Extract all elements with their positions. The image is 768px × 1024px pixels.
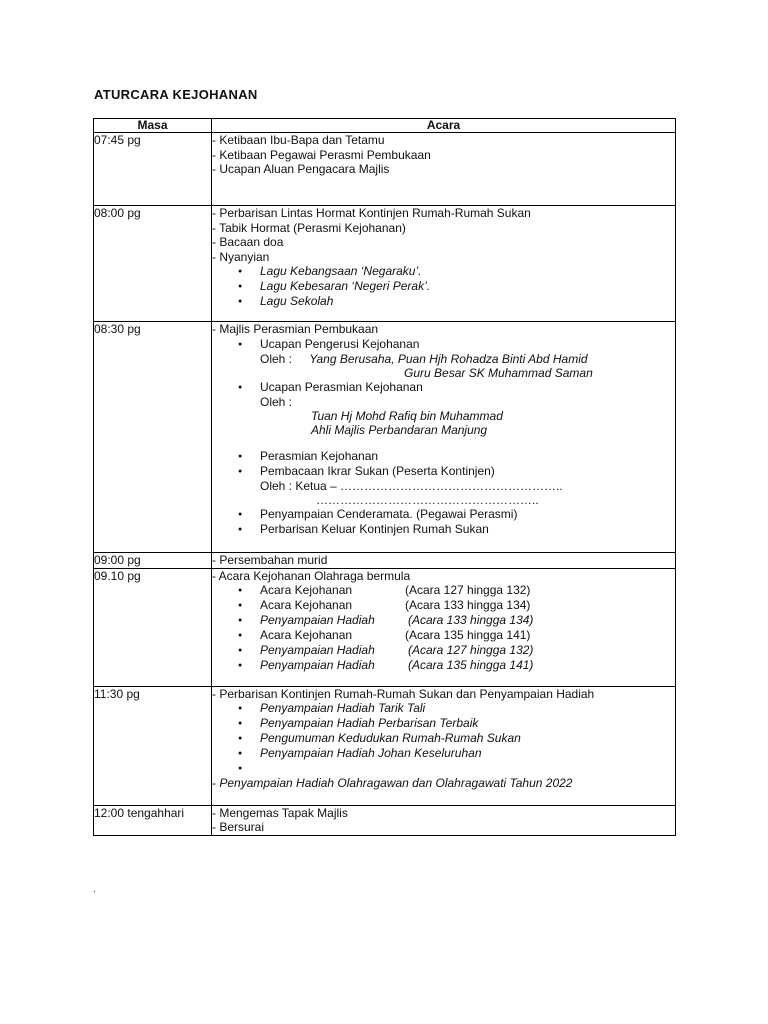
activity-line: - Bacaan doa [212, 235, 284, 249]
activity-cell [212, 322, 676, 553]
event-name: Acara Kejohanan [260, 628, 353, 642]
bullet-item: ● Penyampaian Hadiah Perbarisan Terbaik [212, 716, 675, 731]
event-range: (Acara 135 hingga 141) [408, 658, 534, 672]
table-row [94, 553, 676, 569]
event-range: (Acara 135 hingga 141) [405, 628, 531, 642]
footer-mark: . [93, 884, 96, 895]
table-row [94, 805, 676, 835]
bullet-item [212, 643, 675, 658]
oleh-label: Oleh : [260, 394, 293, 409]
oleh-label: Oleh : [260, 351, 293, 366]
speaker-role: Guru Besar SK Muhammad Saman [404, 365, 593, 380]
activity-text: Penyampaian Hadiah Olahragawan dan Olahragawati Tahun 2022 [219, 776, 573, 790]
bullet-item: ● Penyampaian Hadiah Johan Keseluruhan [212, 746, 675, 761]
table-row [94, 206, 676, 322]
activity-line: - Ketibaan Ibu-Bapa dan Tetamu [212, 133, 385, 147]
bullet-item [212, 583, 675, 598]
activity-line: - Perbarisan Lintas Hormat Kontinjen Rumah-Rumah Sukan [212, 206, 531, 220]
activity-cell [212, 553, 676, 569]
event-name: Penyampaian Hadiah [260, 643, 375, 657]
table-row [94, 686, 676, 805]
activity-line: - Majlis Perasmian Pembukaan [212, 322, 379, 336]
table-row [94, 322, 676, 553]
activity-line: - Perbarisan Kontinjen Rumah-Rumah Sukan dan Penyampaian Hadiah [212, 686, 595, 701]
activity-cell [212, 568, 676, 686]
bullet-item: ● Pembacaan Ikrar Sukan (Peserta Kontinjen) [212, 464, 675, 479]
bullet-item: ● Lagu Kebesaran ‘Negeri Perak’. [212, 279, 675, 294]
ketua-line: Oleh : Ketua – ……………………………………………….. [260, 478, 563, 493]
bullet-item: ● Lagu Sekolah [212, 294, 675, 309]
speaker-role: Ahli Majlis Perbandaran Manjung [311, 422, 488, 437]
table-row [94, 133, 676, 206]
schedule-table [93, 118, 676, 836]
bullet-item: ● Ucapan Perasmian Kejohanan [212, 380, 675, 395]
time-cell: 12:00 tengahhari [94, 805, 212, 835]
bullet-item: ● Perasmian Kejohanan [212, 449, 675, 464]
bullet-item-empty [212, 761, 675, 776]
activity-cell [212, 133, 676, 206]
event-name: Acara Kejohanan [260, 598, 353, 612]
activity-line: - Ketibaan Pegawai Perasmi Pembukaan [212, 147, 431, 162]
activity-cell [212, 686, 676, 805]
table-header-row [94, 119, 676, 133]
event-name: Penyampaian Hadiah [260, 613, 375, 627]
time-cell: 09:00 pg [94, 553, 212, 569]
header-masa: Masa [94, 119, 212, 133]
activity-line: - Bersurai [212, 820, 265, 834]
dotted-line: ……………………………………………….. [316, 492, 539, 507]
bullet-item: ● Penyampaian Cenderamata. (Pegawai Perasmi) [212, 507, 675, 522]
speaker-name: Tuan Hj Mohd Rafiq bin Muhammad [311, 408, 503, 423]
table-row [94, 568, 676, 686]
event-range: (Acara 127 hingga 132) [405, 583, 531, 597]
event-range: (Acara 127 hingga 132) [408, 643, 534, 657]
bullet-item [212, 658, 675, 673]
time-cell: 08:00 pg [94, 206, 212, 322]
bullet-item: ● Penyampaian Hadiah Tarik Tali [212, 701, 675, 716]
time-cell: 09.10 pg [94, 568, 212, 686]
bullet-item: ● Pengumuman Kedudukan Rumah-Rumah Sukan [212, 731, 675, 746]
event-range: (Acara 133 hingga 134) [405, 598, 531, 612]
page-title: ATURCARA KEJOHANAN [94, 87, 258, 102]
activity-line: - Ucapan Aluan Pengacara Majlis [212, 162, 390, 176]
activity-cell [212, 206, 676, 322]
bullet-item: ● Perbarisan Keluar Kontinjen Rumah Sukan [212, 522, 675, 537]
activity-line: - Nyanyian [212, 249, 270, 264]
speaker-line [212, 352, 675, 366]
event-name: Penyampaian Hadiah [260, 658, 375, 672]
bullet-item [212, 628, 675, 643]
event-range: (Acara 133 hingga 134) [408, 613, 534, 627]
time-cell: 08:30 pg [94, 322, 212, 553]
speaker-name: Yang Berusaha, Puan Hjh Rohadza Binti Abd Hamid [309, 351, 588, 366]
bullet-item: ● Lagu Kebangsaan ‘Negaraku’. [212, 264, 675, 279]
bullet-item [212, 598, 675, 613]
header-acara: Acara [212, 119, 676, 133]
bullet-item: ● Ucapan Pengerusi Kejohanan [212, 337, 675, 352]
activity-line: - Mengemas Tapak Majlis [212, 805, 348, 820]
activity-line: - Penyampaian Hadiah Olahragawan dan Olahragawati Tahun 2022 [212, 776, 573, 790]
time-cell: 07:45 pg [94, 133, 212, 206]
activity-line: - Acara Kejohanan Olahraga bermula [212, 568, 411, 583]
activity-line: - Tabik Hormat (Perasmi Kejohanan) [212, 220, 406, 235]
bullet-item [212, 613, 675, 628]
activity-cell [212, 805, 676, 835]
time-cell: 11:30 pg [94, 686, 212, 805]
event-name: Acara Kejohanan [260, 583, 353, 597]
activity-line: - Persembahan murid [212, 553, 328, 567]
